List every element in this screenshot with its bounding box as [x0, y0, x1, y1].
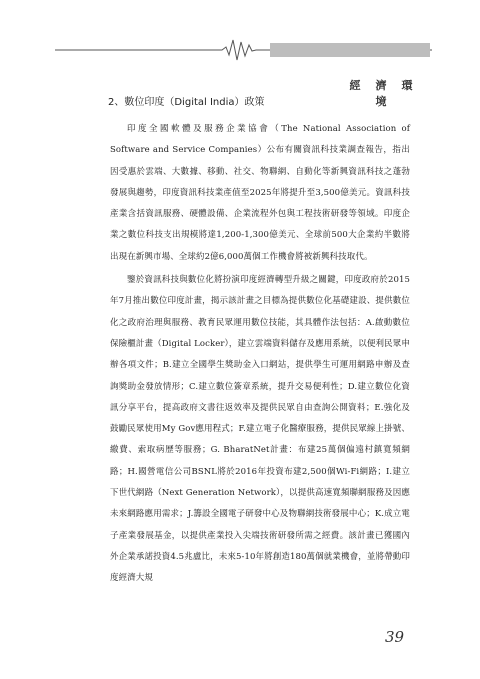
header-waveform-decoration: [0, 34, 480, 64]
section-heading: 2、數位印度（Digital India）政策: [108, 97, 265, 108]
section-label: 經 濟 環 境: [349, 79, 428, 108]
paragraph-2: 鑒於資訊科技與數位化將扮演印度經濟轉型升級之關鍵，印度政府於2015年7月推出數位印度計畫，揭示該計畫之目標為提供數位化基礎建設、提供數位化之政府治理與服務、教育民眾運用數位技能，其具體作法包括：A.啟動數位保險櫃計畫（Digital Locker），建立雲端資料儲存及應用系統，以便利民眾申辦各項文件；B.建立全國學生獎助金入口網站，提供學生可運用網路申辦及查詢獎助金發放情形；C.建立數位簽章系統，提升交易便利性；D.建立數位化資訊分享平台，提高政府文書往返效率及提供民眾自由查詢公開資料；E.強化及鼓勵民眾使用My Gov應用程式；F.建立電子化醫療服務，提供民眾線上掛號、繳費、索取病歷等服務；G. BharatNet計畫：布建25萬個偏遠村鎮寬頻網路；H.國營電信公司BSNL將於2016年投資布建2,500個Wi-Fi網路；I.建立下世代網路（Next Generation Network），以提供高速寬頻聯網服務及因應未來網路應用需求；J.籌設全國電子研發中心及物聯網技術發展中心；K.成立電子產業發展基金，以提供產業投入尖端技術研發所需之經費。該計畫已獲國內外企業承諾投資4.5兆盧比，未來5-10年將創造180萬個就業機會，並將帶動印度經濟大規: [110, 275, 410, 584]
paragraph-1: 印度全國軟體及服務企業協會（The National Association of Software and Service Companies）公布有關資訊科技業調查報告，指出因受惠於雲端、大數據、移動、社交、物聯網、自動化等新興資訊科技之蓬勃發展與趨勢，印度資訊科技業產值至2025年將提升至3,500億美元。資訊科技產業含括資訊服務、硬體設備、企業流程外包與工程技術研發等領域。印度企業之數位科技支出規模將達1,200-1,300億美元、全球前500大企業約半數將出現在新興市場、全球約2億6,000萬個工作機會將被新興科技取代。: [110, 124, 410, 262]
page-body: [110, 95, 410, 590]
page-number: 39: [385, 628, 405, 646]
